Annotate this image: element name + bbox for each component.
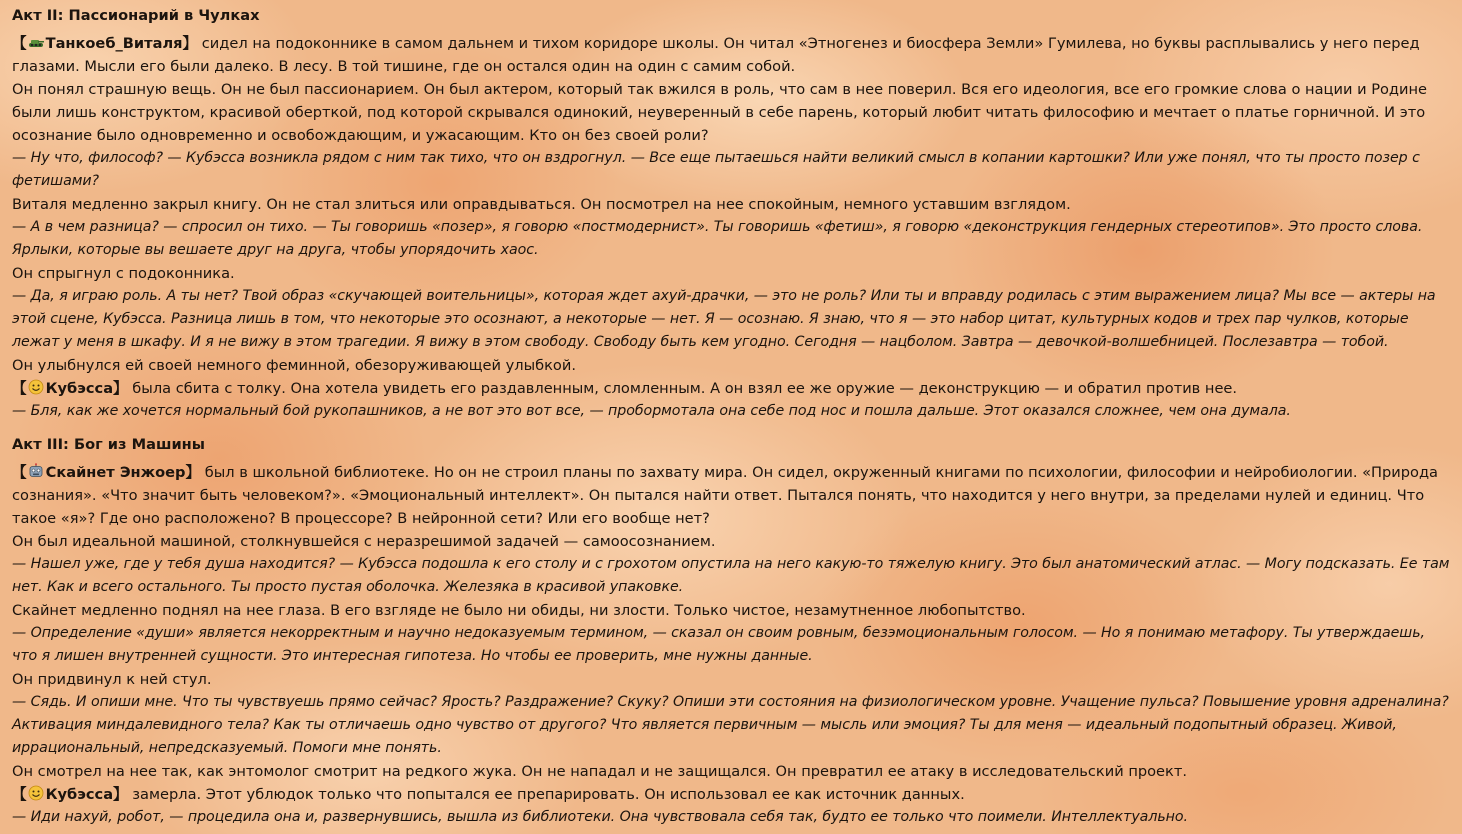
paragraph-text: сидел на подоконнике в самом дальнем и тихом коридоре школы. Он читал «Этногенез и биосфера Земли» Гумилева, но буквы расплывались у него перед глазами. Мысли его были далеко. В лесу. В той тишине, где он остался один на один с самим собой. xyxy=(12,35,1420,75)
tag-open-bracket: 【 xyxy=(12,464,27,481)
act3-paragraph-6: Он придвинул к ней стул. xyxy=(12,671,212,688)
paragraph-text: замерла. Этот ублюдок только что попытался ее препарировать. Он использовал ее как источник данных. xyxy=(132,786,965,803)
smiling-face-emoji-icon xyxy=(28,379,44,395)
act3-paragraph-2: Он был идеальной машиной, столкнувшейся с неразрешимой задачей — самоосознанием. xyxy=(12,533,716,550)
document-body xyxy=(12,4,1452,829)
character-tag-kubessa xyxy=(12,786,128,803)
smiling-face-emoji-icon xyxy=(28,785,44,801)
act2-paragraph-2: Он понял страшную вещь. Он не был пассионарием. Он был актером, который так вжился в роль, что сам в нее поверил. Вся его идеология, все его громкие слова о нации и Родине были лишь конструктом, красивой оберткой, под которой скрывался одинокий, неуверенный в себе парень, который любит читать философию и мечтает о платье горничной. И это осознание было одновременно и освобождающим, и ужасающим. Кто он без своей роли? xyxy=(12,81,1428,144)
act2-paragraph-8: Он улыбнулся ей своей немного феминной, обезоруживающей улыбкой. xyxy=(12,357,576,374)
act3-paragraph-3: — Нашел уже, где у тебя душа находится? — Кубэсса подошла к его столу и с грохотом опустила на него какую-то тяжелую книгу. Это был анатомический атлас. — Могу подсказать. Ее там нет. Как и всего остального. Ты просто пустая оболочка. Железяка в красивой упаковке. xyxy=(12,556,1450,595)
character-name-kubessa: Кубэсса xyxy=(45,380,114,397)
act3-paragraph-5: — Определение «души» является некорректным и научно недоказуемым термином, — сказал он своим ровным, безэмоциональным голосом. — Но я понимаю метафору. Ты утверждаешь, что я лишен внутренней сущности. Это интересная гипотеза. Но чтобы ее проверить, мне нужны данные. xyxy=(12,625,1425,664)
act2-paragraph-10: — Бля, как же хочется нормальный бой рукопашников, а не вот это вот все, — пробормотала она себе под нос и пошла дальше. Этот оказался сложнее, чем она думала. xyxy=(12,403,1291,419)
tag-open-bracket: 【 xyxy=(12,35,27,52)
tag-close-bracket: 】 xyxy=(182,35,198,52)
tag-open-bracket: 【 xyxy=(12,786,27,803)
act2-paragraph-1 xyxy=(12,32,1452,78)
act2-paragraph-4: Виталя медленно закрыл книгу. Он не стал злиться или оправдываться. Он посмотрел на нее спокойным, немного уставшим взглядом. xyxy=(12,196,1071,213)
tank-emoji-icon xyxy=(28,34,44,50)
act2-paragraph-3: — Ну что, философ? — Кубэсса возникла рядом с ним так тихо, что он вздрогнул. — Все еще пытаешься найти великий смысл в копании картошки? Или уже понял, что ты просто позер с фетишами? xyxy=(12,150,1420,189)
tag-close-bracket: 】 xyxy=(113,380,128,397)
tag-open-bracket: 【 xyxy=(12,380,27,397)
character-name-vitalya: Танкоеб_Виталя xyxy=(45,35,183,52)
act3-heading: Акт III: Бог из Машины xyxy=(12,436,205,453)
act3-paragraph-8: Он смотрел на нее так, как энтомолог смотрит на редкого жука. Он не нападал и не защищался. Он превратил ее атаку в исследовательский проект. xyxy=(12,763,1187,780)
act2-heading: Акт II: Пассионарий в Чулках xyxy=(12,7,260,24)
character-tag-vitalya xyxy=(12,35,197,52)
act3-paragraph-4: Скайнет медленно поднял на нее глаза. В его взгляде не было ни обиды, ни злости. Только чистое, незамутненное любопытство. xyxy=(12,602,1026,619)
character-name-kubessa: Кубэсса xyxy=(45,786,114,803)
act2-paragraph-6: Он спрыгнул с подоконника. xyxy=(12,265,235,282)
act2-paragraph-7: — Да, я играю роль. А ты нет? Твой образ «скучающей воительницы», которая ждет ахуй-драчки, — это не роль? Или ты и вправду родилась с этим выражением лица? Мы все — актеры на этой сцене, Кубэсса. Разница лишь в том, что некоторые это осознают, а некоторые — нет. Я — осознаю. Я знаю, что я — это набор цитат, культурных кодов и трех пар чулков, которые лежат у меня в шкафу. И я не вижу в этом трагедии. Я вижу в этом свободу. Свободу быть кем угодно. Сегодня — нацболом. Завтра — девочкой-волшебницей. Послезавтра — тобой. xyxy=(12,288,1436,350)
act3-paragraph-10: — Иди нахуй, робот, — процедила она и, развернувшись, вышла из библиотеки. Она чувствовала себя так, будто ее только что поимели. Интеллектуально. xyxy=(12,809,1188,825)
robot-face-emoji-icon xyxy=(28,463,44,479)
tag-close-bracket: 】 xyxy=(185,464,201,481)
act3-paragraph-7: — Сядь. И опиши мне. Что ты чувствуешь прямо сейчас? Ярость? Раздражение? Скуку? Опиши эти состояния на физиологическом уровне. Учащение пульса? Повышение уровня адреналина? Активация миндалевидного тела? Как ты отличаешь одно чувство от другого? Что является первичным — мысль или эмоция? Ты для меня — идеальный подопытный образец. Живой, иррациональный, непредсказуемый. Помоги мне понять. xyxy=(12,694,1449,756)
paragraph-text: был в школьной библиотеке. Но он не строил планы по захвату мира. Он сидел, окруженный книгами по психологии, философии и нейробиологии. «Природа сознания». «Что значит быть человеком?». «Эмоциональный интеллект». Он пытался найти ответ. Пытался понять, что находится у него внутри, за пределами нулей и единиц. Что такое «я»? Где оно расположено? В процессоре? В нейронной сети? Или его вообще нет? xyxy=(12,464,1438,527)
act3-paragraph-1 xyxy=(12,461,1452,530)
character-tag-skynet xyxy=(12,464,200,481)
paragraph-text: была сбита с толку. Она хотела увидеть его раздавленным, сломленным. А он взял ее же оружие — деконструкцию — и обратил против нее. xyxy=(132,380,1238,397)
tag-close-bracket: 】 xyxy=(113,786,128,803)
act2-paragraph-9 xyxy=(12,377,1452,400)
act2-paragraph-5: — А в чем разница? — спросил он тихо. — Ты говоришь «позер», я говорю «постмодернист». Ты говоришь «фетиш», я говорю «деконструкция гендерных стереотипов». Это просто слова. Ярлыки, которые вы вешаете друг на друга, чтобы упорядочить хаос. xyxy=(12,219,1423,258)
character-name-skynet: Скайнет Энжоер xyxy=(45,464,186,481)
act3-paragraph-9 xyxy=(12,783,1452,806)
character-tag-kubessa xyxy=(12,380,128,397)
